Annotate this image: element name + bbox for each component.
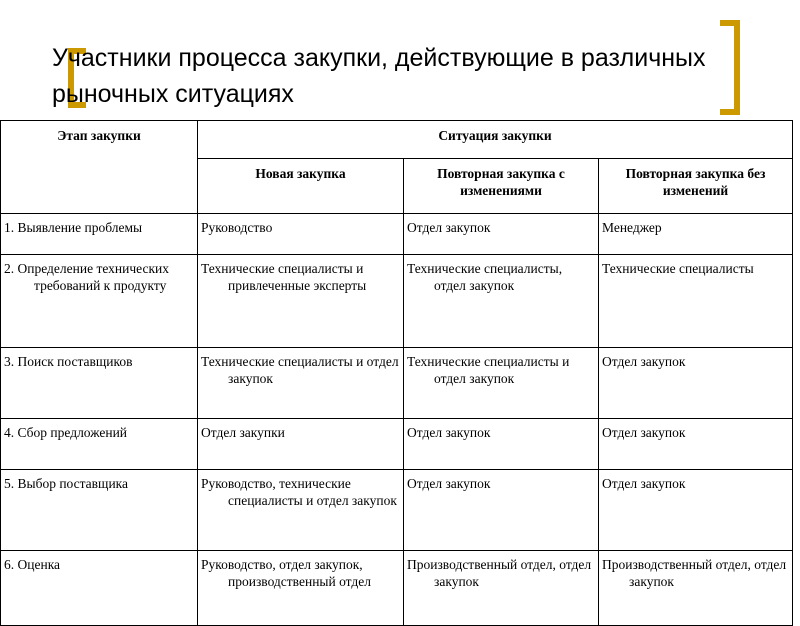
table-row bbox=[1, 470, 793, 551]
participant-cell bbox=[198, 214, 404, 255]
participant-cell bbox=[404, 214, 599, 255]
stage-label: 4. Сбор предложений bbox=[4, 425, 128, 440]
participant-cell bbox=[404, 348, 599, 419]
participant-cell bbox=[599, 419, 793, 470]
participant-cell bbox=[599, 551, 793, 626]
participant-text: Отдел закупок bbox=[602, 354, 686, 369]
participant-text: Производственный отдел, отдел закупок bbox=[407, 557, 592, 589]
column-header-straight-rebuy: Повторная закупка без изменений bbox=[599, 159, 793, 214]
participant-text: Отдел закупок bbox=[407, 425, 491, 440]
participant-text: Отдел закупок bbox=[407, 220, 491, 235]
participant-cell bbox=[599, 470, 793, 551]
stage-cell bbox=[1, 419, 198, 470]
slide-title: Участники процесса закупки, действующие в различных рыночных ситуациях bbox=[52, 44, 706, 108]
participant-cell bbox=[198, 419, 404, 470]
table-row bbox=[1, 255, 793, 348]
participant-text: Руководство bbox=[201, 220, 273, 235]
participant-text: Технические специалисты, отдел закупок bbox=[407, 261, 563, 293]
participant-text: Технические специалисты и отдел закупок bbox=[407, 354, 570, 386]
participant-cell bbox=[599, 214, 793, 255]
stage-label: 6. Оценка bbox=[4, 557, 61, 572]
participant-text: Отдел закупки bbox=[201, 425, 285, 440]
participant-text: Руководство, отдел закупок, производственный отдел bbox=[201, 557, 371, 589]
stage-label: 1. Выявление проблемы bbox=[4, 220, 143, 235]
participant-text: Отдел закупок bbox=[407, 476, 491, 491]
participant-cell bbox=[198, 470, 404, 551]
participant-text: Руководство, технические специалисты и отдел закупок bbox=[201, 476, 397, 508]
participant-cell bbox=[404, 255, 599, 348]
column-header-modified-rebuy: Повторная закупка с изменениями bbox=[404, 159, 599, 214]
participant-text: Технические специалисты bbox=[602, 261, 754, 276]
participant-cell bbox=[599, 348, 793, 419]
situation-column-header: Ситуация закупки bbox=[198, 121, 793, 159]
table-row bbox=[1, 348, 793, 419]
participant-text: Менеджер bbox=[602, 220, 662, 235]
participant-cell bbox=[404, 419, 599, 470]
participant-text: Отдел закупок bbox=[602, 476, 686, 491]
participant-cell bbox=[198, 255, 404, 348]
stage-cell bbox=[1, 214, 198, 255]
participant-cell bbox=[198, 348, 404, 419]
stage-cell bbox=[1, 348, 198, 419]
participant-text: Производственный отдел, отдел закупок bbox=[602, 557, 787, 589]
procurement-participants-table bbox=[0, 120, 793, 626]
participant-cell bbox=[198, 551, 404, 626]
stage-cell bbox=[1, 255, 198, 348]
participant-cell bbox=[599, 255, 793, 348]
participant-cell bbox=[404, 470, 599, 551]
stage-cell bbox=[1, 551, 198, 626]
column-header-new-purchase: Новая закупка bbox=[198, 159, 404, 214]
stage-label: 5. Выбор поставщика bbox=[4, 476, 129, 491]
table-row bbox=[1, 419, 793, 470]
participant-text: Отдел закупок bbox=[602, 425, 686, 440]
participant-text: Технические специалисты и отдел закупок bbox=[201, 354, 399, 386]
table-body bbox=[1, 214, 793, 626]
stage-column-header: Этап закупки bbox=[1, 121, 198, 214]
participant-text: Технические специалисты и привлеченные эксперты bbox=[201, 261, 367, 293]
stage-cell bbox=[1, 470, 198, 551]
stage-label: 3. Поиск поставщиков bbox=[4, 354, 133, 369]
table-row bbox=[1, 214, 793, 255]
stage-label: 2. Определение технических требований к продукту bbox=[4, 261, 169, 293]
participant-cell bbox=[404, 551, 599, 626]
table-row bbox=[1, 551, 793, 626]
